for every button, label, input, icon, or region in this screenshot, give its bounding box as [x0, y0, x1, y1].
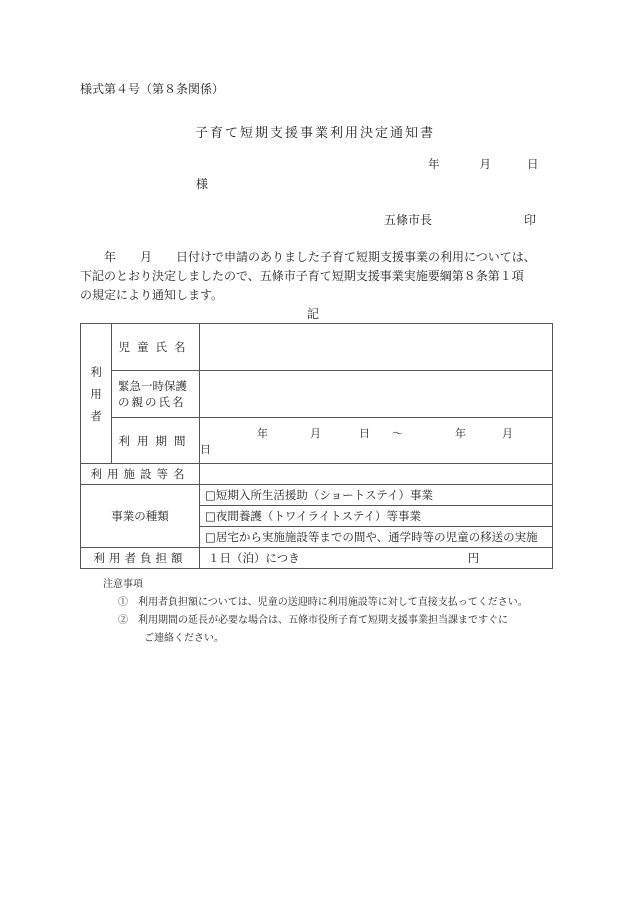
fee-unit: 円	[467, 551, 480, 565]
child-name-label: 児童氏名	[112, 324, 200, 371]
note-item: ② 利用期間の延長が必要な場合は、五條市役所子育て短期支援事業担当課まですぐに	[118, 615, 508, 626]
notice-body	[80, 248, 536, 305]
note-item: ① 利用者負担額については、児童の送迎時に利用施設等に対して直接支払ってください。	[118, 597, 528, 608]
user-header: 利 用 者	[81, 324, 112, 464]
service-option-transport[interactable]: □居宅から実施施設等までの間や、通学時等の児童の移送の実施	[200, 527, 553, 548]
guardian-label: 緊急一時保護 の親の氏名	[112, 371, 200, 418]
fee-value[interactable]: １日（泊）につき 円	[200, 548, 553, 569]
fee-label: 利用者負担額	[81, 548, 200, 569]
guardian-name-value[interactable]	[200, 371, 553, 418]
body-line: 下記のとおり決定しましたので、五條市子育て短期支援事業実施要綱第８条第１項	[80, 269, 524, 283]
issuer: 五條市長	[384, 213, 433, 227]
ki-marker: 記	[307, 307, 320, 321]
date-year: 年	[428, 157, 440, 171]
notes-heading: 注意事項	[103, 579, 143, 590]
issue-date	[428, 156, 539, 172]
body-line: の規定により通知します。	[80, 288, 224, 302]
service-option-twilight-stay[interactable]: □夜間養護（トワイライトステイ）等事業	[200, 506, 553, 527]
document-title: 子育て短期支援事業利用決定通知書	[194, 126, 435, 141]
period-label: 利用期間	[112, 418, 200, 464]
facility-value[interactable]	[200, 464, 553, 485]
decision-table	[80, 323, 553, 569]
service-type-label: 事業の種類	[81, 485, 200, 548]
child-name-value[interactable]	[200, 324, 553, 371]
body-line: 年 月 日付けで申請のありました子育て短期支援事業の利用については、	[80, 250, 536, 264]
facility-label: 利用施設等名	[81, 464, 200, 485]
date-day: 日	[527, 157, 539, 171]
note-continuation: ご連絡ください。	[144, 633, 224, 644]
period-value[interactable]: 年 月 日 ～ 年 月日	[200, 418, 553, 464]
form-number: 様式第４号（第８条関係）	[80, 82, 225, 96]
addressee-suffix: 様	[196, 177, 209, 191]
date-month: 月	[479, 157, 491, 171]
seal-mark: 印	[524, 213, 537, 227]
service-option-short-stay[interactable]: □短期入所生活援助（ショートステイ）事業	[200, 485, 553, 506]
notes	[103, 576, 528, 648]
